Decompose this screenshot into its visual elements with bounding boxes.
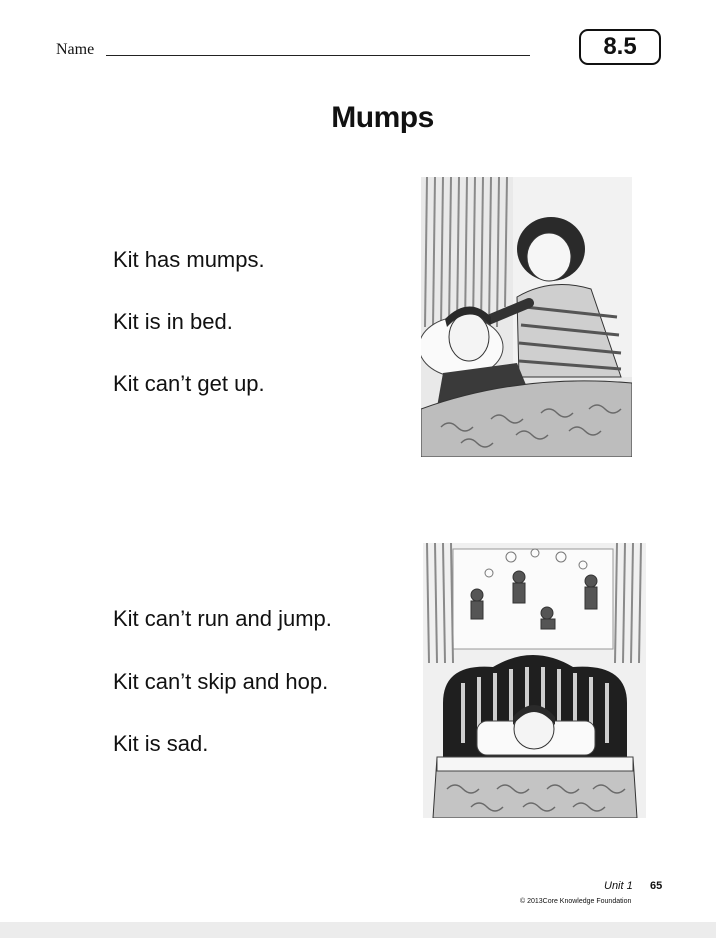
illustration-kit-in-bed [421, 177, 632, 457]
page-bottom-band [0, 922, 716, 938]
story-line: Kit is in bed. [113, 309, 233, 334]
illustration-kit-sad-in-bed [423, 543, 646, 818]
page-title: Mumps [331, 101, 434, 134]
name-label: Name [56, 41, 95, 58]
lesson-badge: 8.5 [579, 29, 661, 65]
story-line: Kit can’t get up. [113, 371, 265, 396]
name-line [106, 55, 530, 56]
story-line: Kit can’t skip and hop. [113, 669, 329, 694]
story-line: Kit is sad. [113, 731, 209, 756]
story-line: Kit can’t run and jump. [113, 606, 332, 631]
footer-copyright: © 2013Core Knowledge Foundation [520, 898, 632, 905]
footer-page-number: 65 [650, 880, 663, 892]
footer-unit: Unit 1 [604, 880, 633, 892]
story-line: Kit has mumps. [113, 247, 265, 272]
